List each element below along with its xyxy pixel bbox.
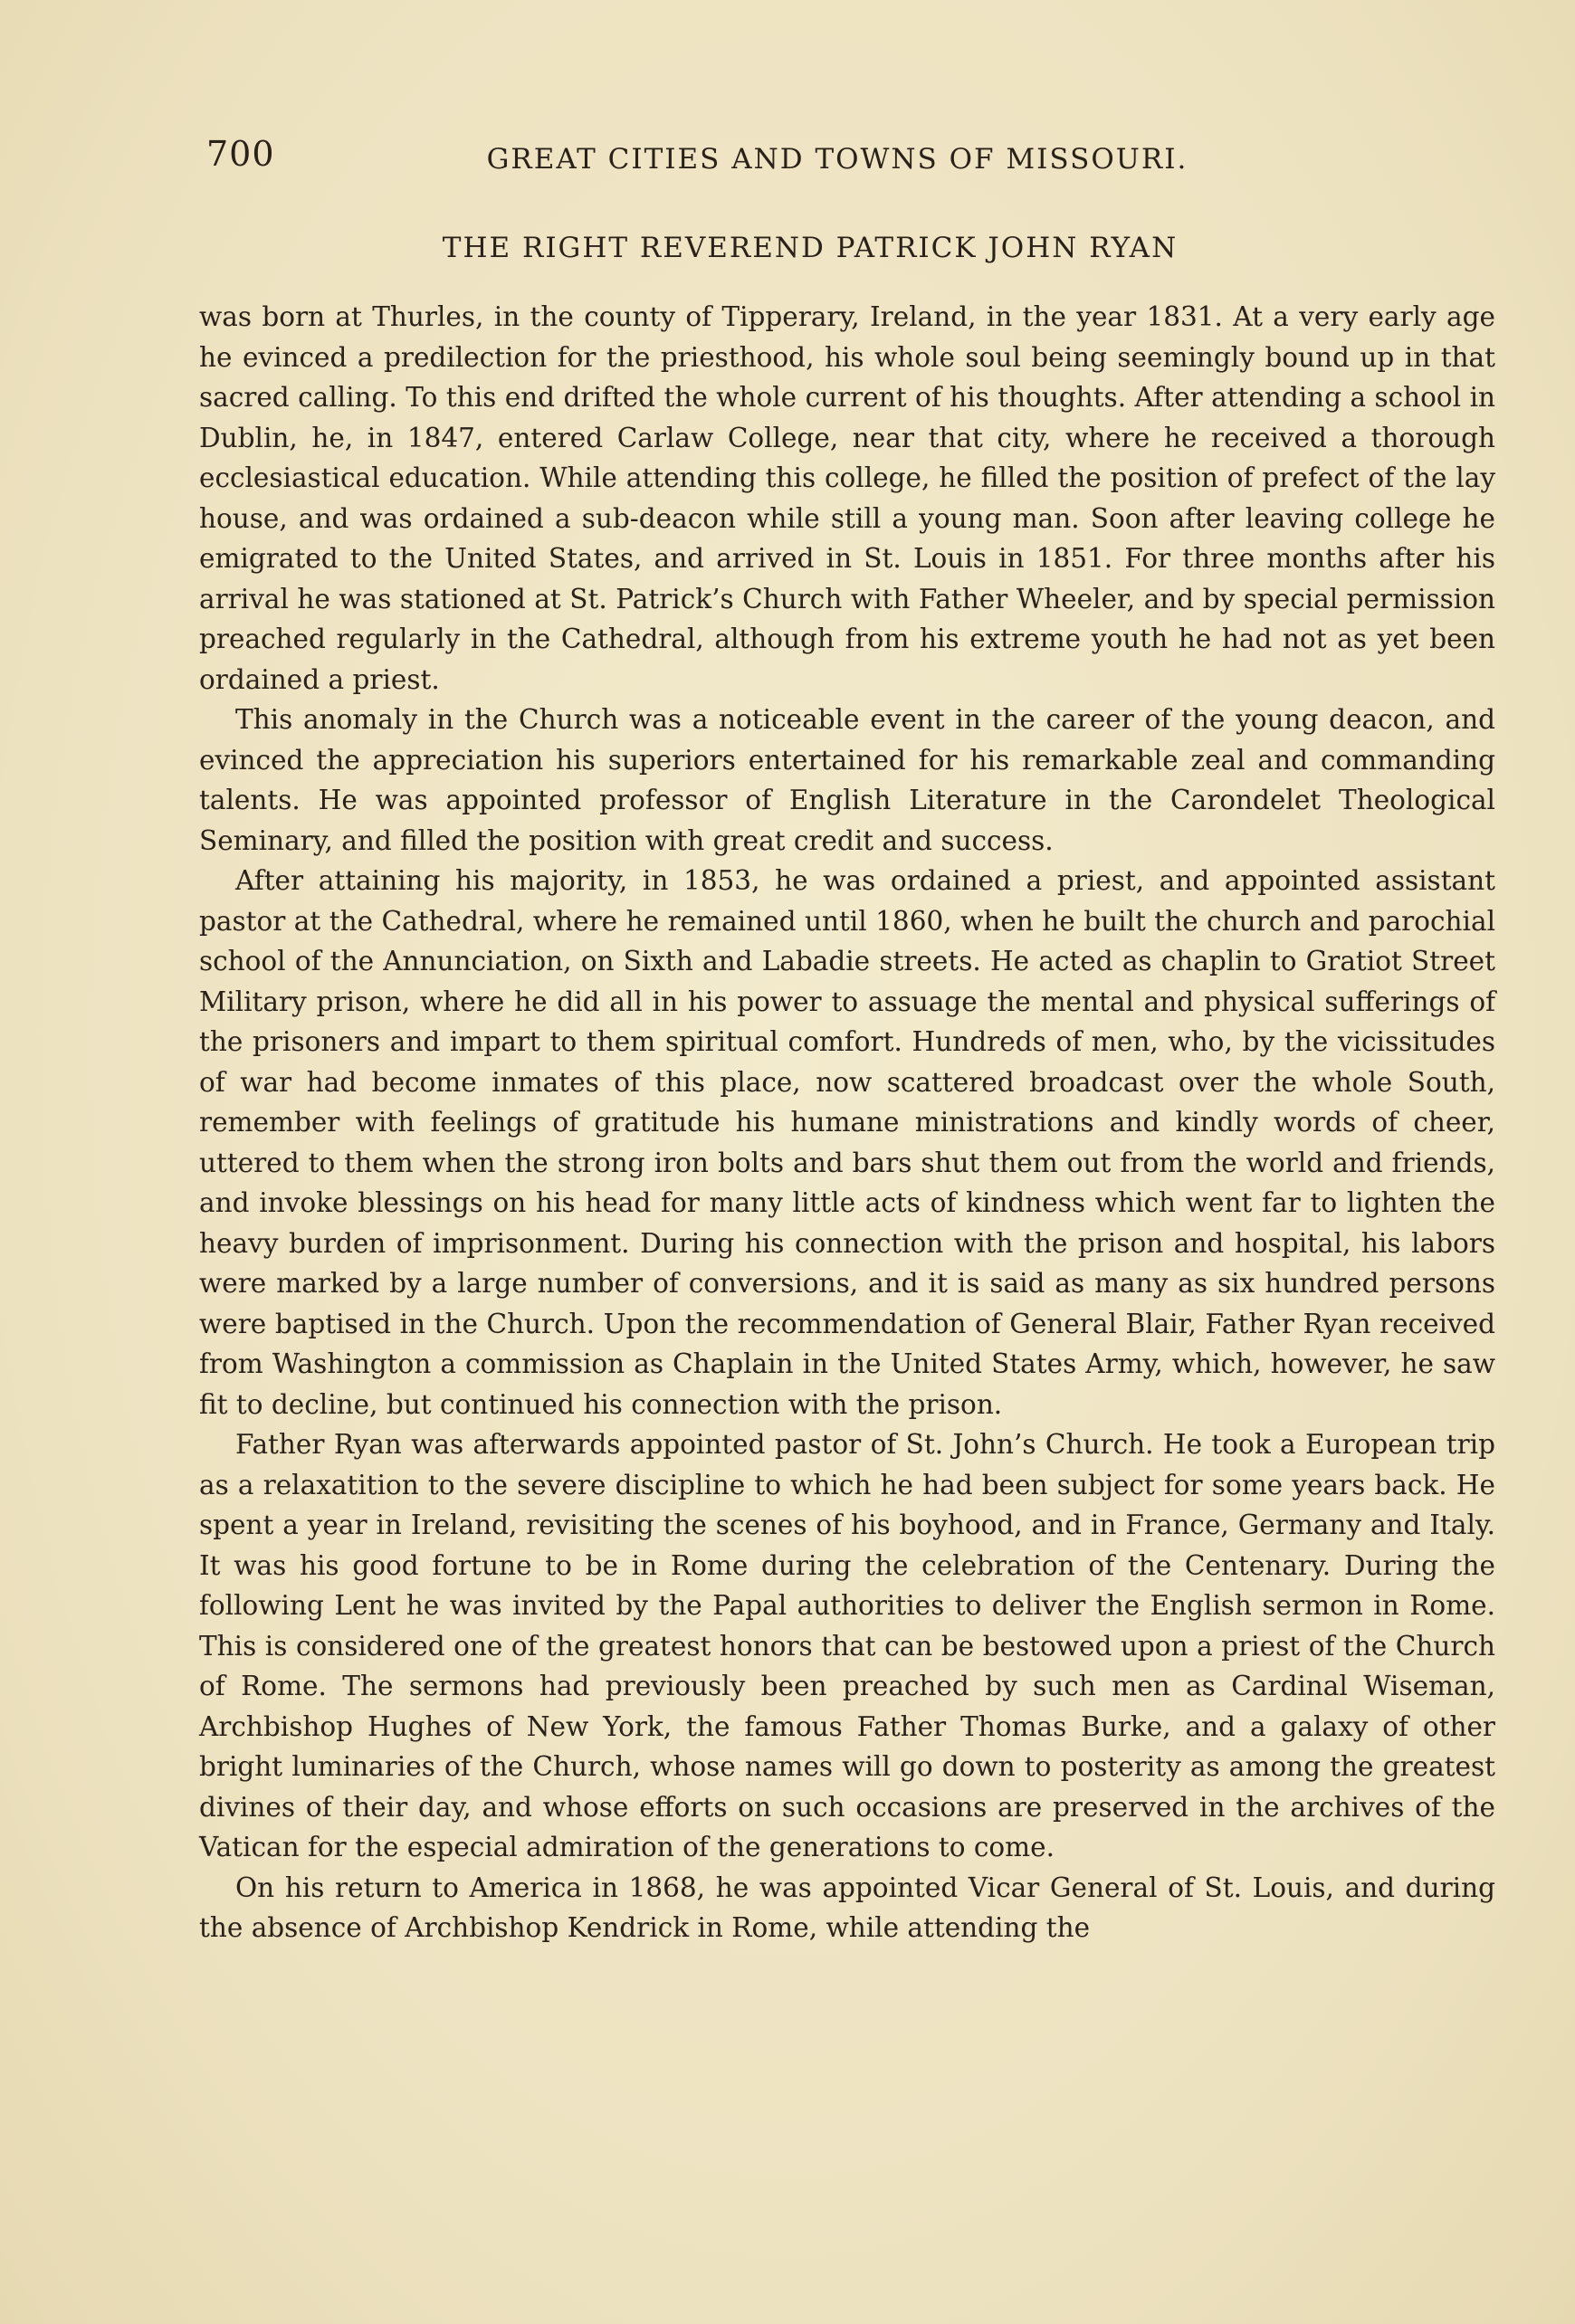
paragraph: This anomaly in the Church was a noticeable event in the career of the young deacon, and evinced the appreciation his superiors entertained for his remarkable zeal and commanding talents. He was appointed professor of English Literature in the Carondelet Theological Seminary, and filled the position with great credit and success. <box>199 704 1495 856</box>
paragraph: Father Ryan was afterwards appointed pastor of St. John’s Church. He took a European trip as a relaxatition to the severe discipline to which he had been subject for some years back. He spent a year in Ireland, revisiting the scenes of his boyhood, and in France, Germany and Italy. It was his good fortune to be in Rome during the celebration of the Centenary. During the following Lent he was invited by the Papal authorities to deliver the English sermon in Rome. This is considered one of the greatest honors that can be bestowed upon a priest of the Church of Rome. The sermons had previously been preached by such men as Cardinal Wiseman, Archbishop Hughes of New York, the famous Father Thomas Burke, and a galaxy of other bright luminaries of the Church, whose names will go down to posterity as among the greatest divines of their day, and whose efforts on such occasions are preserved in the archives of the Vatican for the especial admiration of the generations to come. <box>199 1429 1495 1862</box>
page-number: 700 <box>206 134 275 174</box>
paragraph: On his return to America in 1868, he was appointed Vicar General of St. Louis, and during the absence of Archbishop Kendrick in Rome, while attending the <box>199 1872 1495 1943</box>
running-title: GREAT CITIES AND TOWNS OF MISSOURI. <box>486 143 1188 176</box>
paragraph: After attaining his majority, in 1853, he was ordained a priest, and appointed assistant pastor at the Cathedral, where he remained until 1860, when he built the church and parochial school of the Annunciation, on Sixth and Labadie streets. He acted as chaplin to Gratiot Street Military prison, where he did all in his power to assuage the mental and physical sufferings of the prisoners and impart to them spiritual comfort. Hundreds of men, who, by the vicissitudes of war had become inmates of this place, now scattered broadcast over the whole South, remember with feelings of gratitude his humane ministrations and kindly words of cheer, uttered to them when the strong iron bolts and bars shut them out from the world and friends, and invoke blessings on his head for many little acts of kindness which went far to lighten the heavy burden of imprisonment. During his connection with the prison and hospital, his labors were marked by a large number of conversions, and it is said as many as six hundred persons were baptised in the Church. Upon the recommendation of General Blair, Father Ryan received from Washington a commission as Chaplain in the United States Army, which, however, he saw fit to decline, but continued his connection with the prison. <box>199 865 1495 1420</box>
article-title: THE RIGHT REVEREND PATRICK JOHN RYAN <box>442 232 1179 264</box>
article-body <box>199 297 1495 1948</box>
paragraph: was born at Thurles, in the county of Tipperary, Ireland, in the year 1831. At a very early age he evinced a predilection for the priesthood, his whole soul being seemingly bound up in that sacred calling. To this end drifted the whole current of his thoughts. After attending a school in Dublin, he, in 1847, entered Carlaw College, near that city, where he received a thorough ecclesiastical education. While attending this college, he filled the position of prefect of the lay house, and was ordained a sub-deacon while still a young man. Soon after leaving college he emigrated to the United States, and arrived in St. Louis in 1851. For three months after his arrival he was stationed at St. Patrick’s Church with Father Wheeler, and by special permission preached regularly in the Cathedral, although from his extreme youth he had not as yet been ordained a priest. <box>199 301 1495 695</box>
